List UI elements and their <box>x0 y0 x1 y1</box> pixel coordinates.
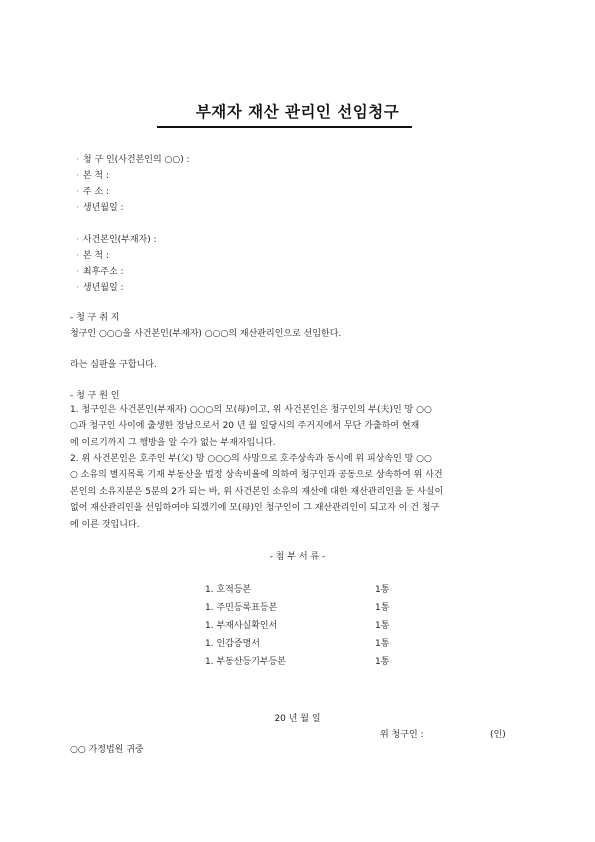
attachment-name: 1. 호적등본 <box>205 585 252 595</box>
paragraph-line: ○ 소유의 별지목록 기재 부동산을 법정 상속비율에 의하여 청구인과 공동으로 상속하여 위 사건 <box>70 470 443 481</box>
paragraph-line: 없어 재산관리인을 선임하여야 되겠기에 모(母)인 청구인이 그 재산관리인이 되고자 이 건 청구 <box>70 503 440 514</box>
field-label: 최후주소 : <box>82 267 124 277</box>
title-underline <box>157 126 412 128</box>
claimant-field-name <box>76 152 190 165</box>
paragraph-line: 에 이르기까지 그 행방을 알 수가 없는 부재자입니다. <box>70 437 276 448</box>
request-text: 라는 심판을 구합니다. <box>70 360 157 370</box>
purpose-heading: - 청 구 취 지 <box>70 313 120 323</box>
attachment-name: 1. 인감증명서 <box>205 639 260 649</box>
field-label: 생년월일 : <box>82 203 124 213</box>
paragraph-line: 에 이른 것입니다. <box>70 519 140 530</box>
field-label: 사건본인(부재자) : <box>82 235 157 245</box>
list-item <box>205 618 395 636</box>
claimant-field-birthdate <box>76 200 124 213</box>
subject-field-domicile <box>76 248 109 261</box>
paragraph-line: 본인의 소유지분은 5분의 2가 되는 바, 위 사건본인 소유의 재산에 대한 재산관리인을 둔 사실이 <box>70 486 444 497</box>
list-item <box>205 636 395 654</box>
reason-heading: - 청 구 원 인 <box>70 391 120 401</box>
list-item <box>205 654 395 672</box>
list-item <box>205 600 395 618</box>
attachment-qty: 1통 <box>375 657 390 667</box>
filing-date: 20 년 월 일 <box>274 714 321 724</box>
seal-mark: (인) <box>490 730 506 740</box>
document-title: 부재자 재산 관리인 선임청구 <box>195 103 400 121</box>
bullet-icon: · <box>76 251 79 261</box>
subject-field-name <box>76 232 157 245</box>
claimant-field-address <box>76 184 109 197</box>
subject-field-last-address <box>76 264 124 277</box>
attachment-qty: 1통 <box>375 639 390 649</box>
attachments-heading: - 첨 부 서 류 - <box>269 552 326 562</box>
paragraph-line: 2. 위 사건본인은 호주인 부(父) 망 ○○○의 사망으로 호주상속과 동시에 위 피상속인 망 ○○ <box>70 454 432 464</box>
bullet-icon: · <box>76 235 79 245</box>
field-label: 청 구 인(사건본인의 ○○) : <box>82 155 190 165</box>
paragraph-line: 1. 청구인은 사건본인(부재자) ○○○의 모(母)이고, 위 사건본인은 청구인의 부(夫)인 망 ○○ <box>70 405 432 415</box>
bullet-icon: · <box>76 171 79 181</box>
signature-label: 위 청구인 : <box>380 730 424 740</box>
attachment-name: 1. 주민등록표등본 <box>205 603 278 613</box>
attachments-list <box>205 582 395 672</box>
bullet-icon: · <box>76 283 79 293</box>
attachment-qty: 1통 <box>375 603 390 613</box>
reason-paragraph-2 <box>70 451 528 533</box>
list-item <box>205 582 395 600</box>
subject-field-birthdate <box>76 280 124 293</box>
field-label: 생년월일 : <box>82 283 124 293</box>
attachment-qty: 1통 <box>375 621 390 631</box>
attachment-name: 1. 부동산등기부등본 <box>205 657 287 667</box>
field-label: 본 적 : <box>82 171 110 181</box>
reason-paragraph-1 <box>70 402 528 451</box>
field-label: 본 적 : <box>82 251 110 261</box>
claimant-field-domicile <box>76 168 109 181</box>
field-label: 주 소 : <box>82 187 110 197</box>
bullet-icon: · <box>76 203 79 213</box>
paragraph-line: ○과 청구인 사이에 출생한 장남으로서 20 년 월 일당시의 주거지에서 무단 가출하여 현재 <box>70 421 420 432</box>
purpose-text: 청구인 ○○○을 사건본인(부재자) ○○○의 재산관리인으로 선임한다. <box>70 329 342 339</box>
bullet-icon: · <box>76 155 79 165</box>
attachment-name: 1. 부재사실확인서 <box>205 621 278 631</box>
court-addressee: ○○ 가정법원 귀중 <box>70 745 144 755</box>
bullet-icon: · <box>76 267 79 277</box>
attachment-qty: 1통 <box>375 585 390 595</box>
bullet-icon: · <box>76 187 79 197</box>
